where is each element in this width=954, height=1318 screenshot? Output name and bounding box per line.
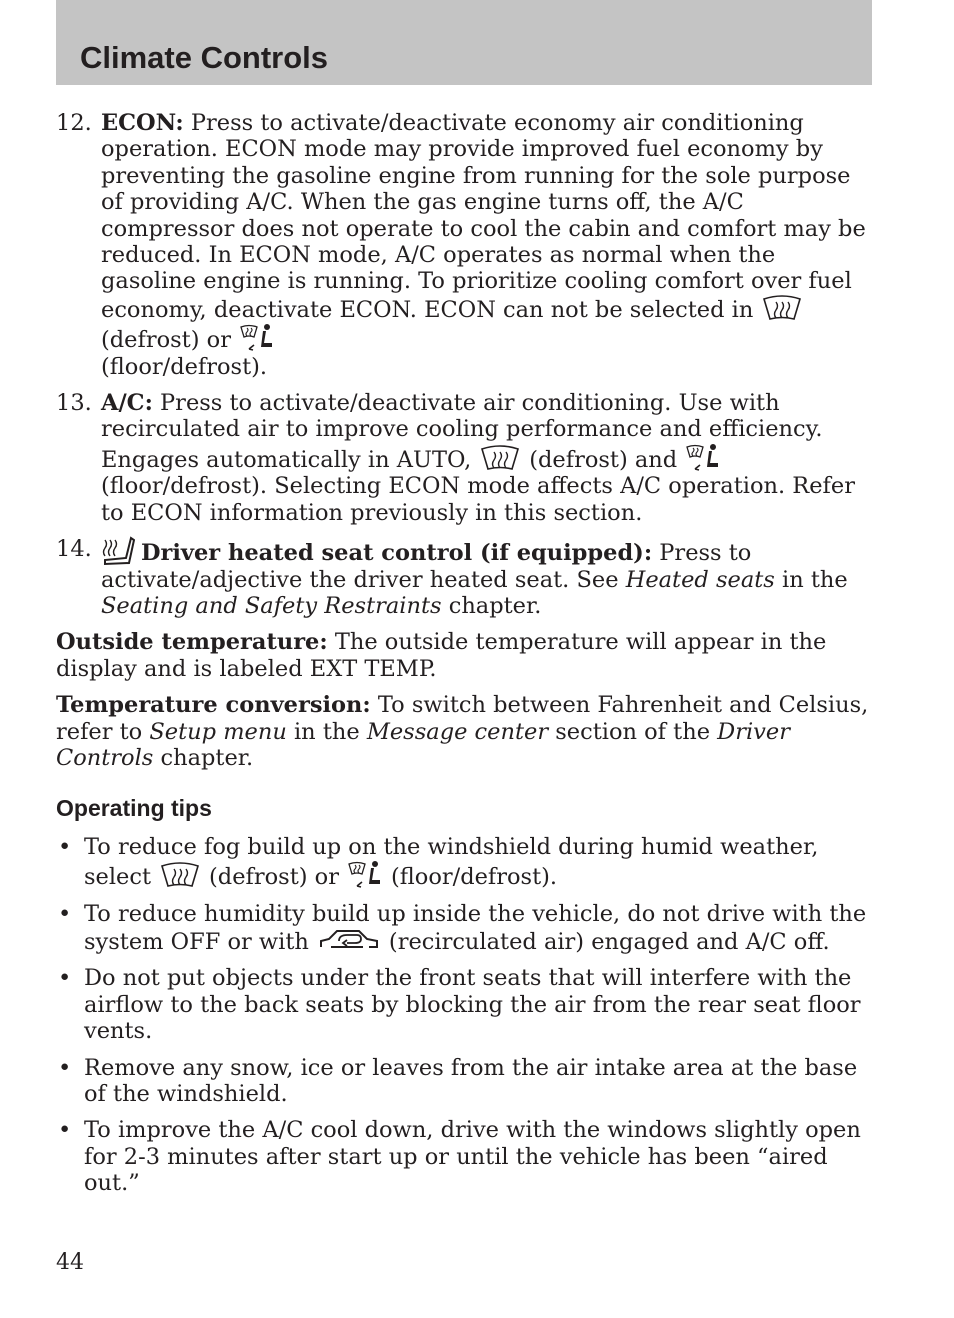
- bullet-text: Do not put objects under the front seats that will interfere with the airflow to the back seats by blocking the air from the rear seat floor vents.: [84, 965, 861, 1045]
- item-reference: Seating and Safety Restraints: [101, 592, 442, 619]
- bullet-text: Remove any snow, ice or leaves from the air intake area at the base of the windshield.: [84, 1054, 858, 1107]
- paragraph-text: To switch between Fahrenheit and Celsius, refer to: [56, 692, 869, 745]
- list-item-heated-seat: [56, 536, 872, 619]
- bullet-text: To reduce humidity build up inside the vehicle, do not drive with the system OFF or with: [84, 900, 867, 955]
- item-number: 12.: [56, 110, 92, 136]
- bullet-text: To improve the A/C cool down, drive with the windows slightly open for 2-3 minutes after start up or until the vehicle has been “aired out.”: [84, 1117, 861, 1197]
- defrost-icon: [479, 445, 521, 473]
- outside-temperature-paragraph: [56, 629, 872, 682]
- recirculated-air-icon: [317, 927, 381, 955]
- item-reference: Heated seats: [625, 566, 775, 593]
- page-content: [56, 110, 872, 1207]
- paragraph-text: section of the: [555, 718, 711, 745]
- item-text: (floor/defrost).: [101, 353, 268, 380]
- page-header: [56, 0, 872, 85]
- floor-defrost-icon: [347, 860, 383, 890]
- paragraph-text: in the: [293, 718, 360, 745]
- floor-defrost-icon: [685, 443, 721, 473]
- item-text: (defrost) or: [101, 327, 231, 354]
- bullet-text: (recirculated air) engaged and A/C off.: [388, 928, 830, 955]
- item-label: A/C:: [101, 390, 153, 417]
- list-item: [56, 834, 872, 891]
- bullet: •: [58, 965, 72, 992]
- item-text: chapter.: [448, 592, 542, 619]
- paragraph-reference: Driver Controls: [56, 718, 790, 771]
- section-heading: Operating tips: [56, 795, 212, 822]
- item-text: Press to activate/adjective the driver heated seat. See: [101, 540, 752, 593]
- paragraph-label: Outside temperature:: [56, 629, 328, 656]
- floor-defrost-icon: [239, 323, 275, 353]
- paragraph-text: The outside temperature will appear in the display and is labeled EXT TEMP.: [56, 629, 827, 682]
- bullet: •: [58, 1054, 72, 1081]
- bullet-text: To reduce fog build up on the windshield during humid weather, select: [84, 833, 819, 891]
- paragraph-text: chapter.: [160, 744, 254, 771]
- bullet-text: (defrost) or: [209, 864, 339, 891]
- list-item: [56, 1055, 872, 1108]
- item-number: 14.: [56, 536, 92, 563]
- page-number: 44: [56, 1250, 84, 1275]
- defrost-icon: [761, 295, 803, 323]
- temperature-conversion-paragraph: [56, 692, 872, 771]
- item-text: Press to activate/deactivate economy air conditioning operation. ECON mode may provide improved fuel economy by preventing the gasoline engine from running for the sole purpose of providing A/C. When the gas engine turns off, the A/C compressor does not operate to cool the cabin and comfort may be reduced. In ECON mode, A/C operates as normal when the gasoline engine is running. To prioritize cooling comfort over fuel economy, deactivate ECON. ECON can not be selected in: [101, 110, 866, 323]
- paragraph-reference: Setup menu: [149, 718, 287, 745]
- item-text: in the: [782, 566, 848, 593]
- item-label: Driver heated seat control (if equipped):: [141, 540, 653, 567]
- list-item: [56, 965, 872, 1044]
- bullet: •: [58, 1117, 72, 1144]
- item-text: (defrost) and: [529, 446, 678, 473]
- item-number: 13.: [56, 390, 92, 417]
- item-label: ECON:: [101, 110, 184, 136]
- item-text: (floor/defrost). Selecting ECON mode affects A/C operation. Refer to ECON information previously in this section.: [101, 473, 855, 526]
- bullet-text: (floor/defrost).: [390, 864, 558, 891]
- list-item-ac: [56, 390, 872, 526]
- page-title: Climate Controls: [80, 40, 329, 75]
- bullet: •: [58, 900, 72, 927]
- item-text: Press to activate/deactivate air conditioning. Use with recirculated air to improve cooling performance and efficiency. Engages automatically in AUTO,: [101, 390, 823, 473]
- defrost-icon: [159, 862, 201, 890]
- paragraph-label: Temperature conversion:: [56, 692, 371, 719]
- bullet: •: [58, 833, 72, 860]
- heated-seat-icon: [101, 536, 135, 566]
- list-item-econ: [56, 110, 872, 380]
- paragraph-reference: Message center: [366, 718, 549, 745]
- list-item: [56, 901, 872, 956]
- list-item: [56, 1117, 872, 1196]
